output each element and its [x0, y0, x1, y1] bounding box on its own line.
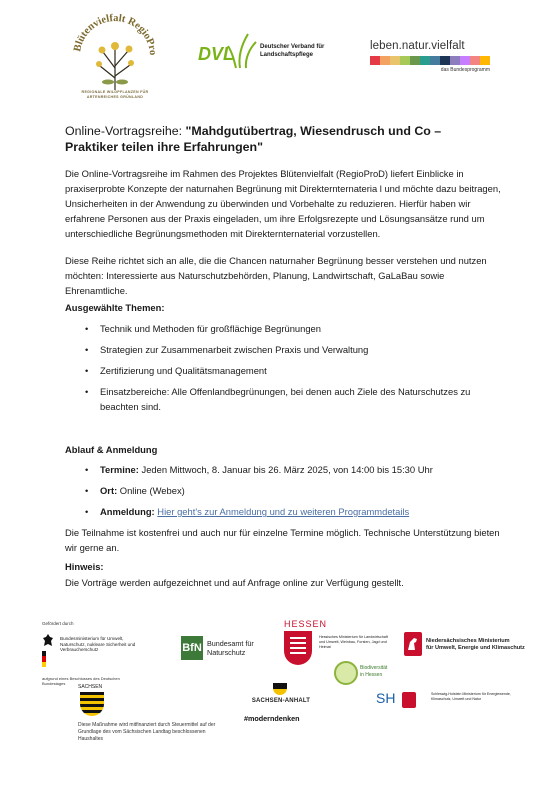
- dvl-text: [260, 43, 324, 59]
- leben-natur-vielfalt-logo: [370, 40, 490, 80]
- bfn-text-line1: Bundesamt für: [207, 639, 254, 648]
- ablauf-list: [85, 462, 505, 525]
- bfn-text-line2: Naturschutz: [207, 647, 246, 657]
- list-item: • Technik und Methoden für großflächige Begrünungen: [85, 321, 505, 336]
- sh-coat-of-arms-icon: [402, 692, 416, 708]
- sachsen-anhalt-text: SACHSEN-ANHALT: [251, 698, 311, 704]
- hessen-word: HESSEN: [284, 619, 328, 629]
- biodiversitaet-hessen-logo: [334, 661, 414, 685]
- niedersachsen-logo: [404, 632, 534, 658]
- bio-text-line2: in Hessen: [360, 672, 383, 678]
- bio-text-line1: Biodiversität: [360, 665, 388, 671]
- sachsen-logo: [78, 684, 110, 716]
- list-item: • Einsatzbereiche: Alle Offenlandbegrünungen, bei denen auch Ziele des Naturschutzes zu beachten sind.: [85, 384, 505, 414]
- title-prefix: Online-Vortragsreihe:: [65, 124, 186, 138]
- svg-text:Blütenvielfalt RegioProD: Blütenvielfalt RegioPro: [72, 12, 159, 56]
- audience-paragraph: Diese Reihe richtet sich an alle, die die Chancen naturnaher Begrünung besser verstehen und nutzen möchten: Interessierte aus Naturschutzbehörden, Planung, Landwirtschaft, GaLaBau sowie Ehrenamtliche.: [65, 255, 487, 296]
- page-title: [65, 123, 505, 155]
- schleswig-holstein-logo: [376, 690, 516, 730]
- list-item-anmeldung: [85, 504, 505, 519]
- themen-list: [85, 321, 505, 420]
- bundestag-label: aufgrund eines Beschlusses des Deutschen Bundestages: [42, 676, 120, 686]
- sh-text: Schleswig-Holstein Ministerium für Energiewende, Klimaschutz, Umwelt und Natur: [431, 692, 511, 701]
- bluetenvielfalt-logo: [70, 8, 160, 100]
- nds-text-line2: für Umwelt, Energie und Klimaschutz: [426, 645, 525, 651]
- sh-mark: SH: [376, 690, 396, 706]
- bluetenvielfalt-subline: REGIONALE WILDPFLANZEN FÜR ARTENREICHES GRÜNLAND: [81, 90, 149, 99]
- ablauf-heading: Ablauf & Anmeldung: [65, 444, 158, 455]
- hinweis-text: Die Vorträge werden aufgezeichnet und auf Anfrage online zur Verfügung gestellt.: [65, 577, 404, 588]
- bluetenvielfalt-emblem-icon: [70, 8, 160, 100]
- title-bold-line2: Praktiker teilen ihre Erfahrungen": [65, 140, 263, 154]
- termine-value: Jeden Mittwoch, 8. Januar bis 26. März 2025, von 14:00 bis 15:30 Uhr: [138, 464, 433, 475]
- biodiversity-circle-icon: [334, 661, 358, 685]
- hinweis-heading: Hinweis:: [65, 561, 104, 572]
- bmuv-logo: [42, 633, 162, 671]
- list-item-ort: [85, 483, 505, 498]
- lnv-title: leben.natur.vielfalt: [370, 40, 465, 52]
- dvl-logo: [198, 30, 343, 72]
- bfn-logo: [181, 636, 265, 666]
- ort-label: Ort:: [100, 485, 118, 496]
- lnv-subtitle: das Bundesprogramm: [440, 67, 490, 73]
- sachsen-shield-icon: [80, 692, 104, 716]
- dvl-text-line2: Landschaftspflege: [260, 52, 314, 58]
- bmuv-text: Bundesministerium für Umwelt, Naturschutz, nukleare Sicherheit und Verbraucherschutz: [60, 636, 136, 652]
- title-bold-line1: "Mahdgutübertrag, Wiesendrusch und Co –: [185, 124, 442, 138]
- sachsen-word: SACHSEN: [78, 684, 103, 690]
- horse-icon: [404, 632, 422, 656]
- bfn-text: [207, 640, 254, 657]
- termine-label: Termine:: [100, 464, 139, 475]
- eagle-icon: [42, 633, 54, 649]
- lnv-color-bar-icon: [370, 56, 490, 65]
- list-item-termine: [85, 462, 505, 477]
- intro-paragraph: Die Online-Vortragsreihe im Rahmen des Projektes Blütenvielfalt (RegioProD) liefert Einblicke in praxiserprobte Konzepte der naturnahen Begrünung mit Direkternternateria l und möchte dazu beitragen, Unsicherheiten in der Anwendung zu überwinden und Vorbehalte zu reduzieren. Hierfür haben wir erfahrene Personen aus der Praxis eingeladen, um ihre Erfolgsrezepte und Lösungsansätze rund um unterschiedliche Begrünungsmethoden mit Direkternternaterial vorzustellen.: [65, 168, 501, 239]
- sachsen-funding-note: Diese Maßnahme wird mitfinanziert durch Steuermittel auf der Grundlage des vom Sächsischen Landtag beschlossenen Haushaltes: [78, 722, 216, 742]
- bfn-mark-icon: BfN: [181, 636, 203, 660]
- sachsen-anhalt-shield-icon: [273, 683, 287, 695]
- themen-heading: Ausgewählte Themen:: [65, 302, 165, 313]
- sachsen-anhalt-logo: [245, 683, 317, 707]
- teilnahme-paragraph: Die Teilnahme ist kostenfrei und auch nur für einzelne Termine möglich. Technische Unterstützung bieten wir gerne an.: [65, 527, 500, 553]
- ort-value: Online (Webex): [117, 485, 185, 496]
- german-flag-icon: [42, 651, 46, 667]
- dvl-text-line1: Deutscher Verband für: [260, 44, 325, 50]
- gefoerdert-label: Gefördert durch: [42, 621, 74, 626]
- anmeldung-link[interactable]: Hier geht's zur Anmeldung und zu weiteren Programmdetails: [157, 506, 410, 517]
- svg-text:DVL: DVL: [198, 44, 234, 64]
- dvl-mark-icon: [198, 30, 258, 72]
- anmeldung-label: Anmeldung:: [100, 506, 155, 517]
- list-item: • Strategien zur Zusammenarbeit zwischen Praxis und Verwaltung: [85, 342, 505, 357]
- moderndenken-hashtag: #moderndenken: [244, 714, 300, 723]
- hessen-text: Hessisches Ministerium für Landwirtschaft und Umwelt, Weinbau, Forsten, Jagd und Heimat: [319, 635, 388, 649]
- bio-text: [360, 665, 387, 679]
- hessen-lion-shield-icon: [284, 631, 312, 665]
- list-item: • Zertifizierung und Qualitätsmanagement: [85, 363, 505, 378]
- nds-text: [426, 638, 525, 652]
- nds-text-line1: Niedersächsisches Ministerium: [426, 638, 510, 644]
